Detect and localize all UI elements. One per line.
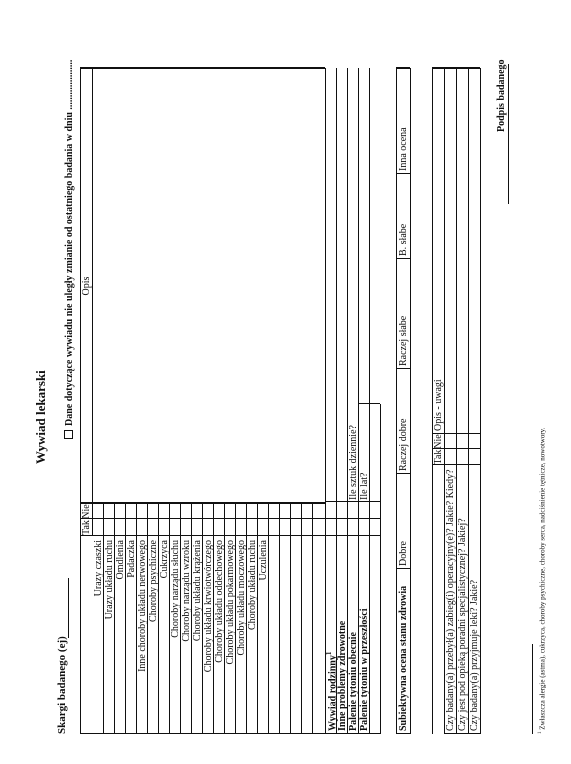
signature-label: Podpis badanego [496,59,507,132]
condition-label: Choroby narządu słuchu [170,540,181,638]
rating-option[interactable]: Inna ocena [398,127,409,171]
complaints-input-line[interactable] [68,578,69,638]
rating-left [396,733,410,734]
condition-label: Padaczka [126,540,137,578]
condition-label: Uczulenia [258,540,269,581]
family-history-label: Wywiad rodzinny$^1$ [325,651,339,731]
smoking-past-label: Palenie tytoniu w przeszłości [359,608,370,731]
lower-divider [325,501,380,502]
lower-divider [325,535,380,536]
table-bottom-border [325,68,326,734]
row-line [301,504,302,734]
rating-option[interactable]: Raczej dobre [398,418,409,471]
rating-option[interactable]: Raczej słabe [398,315,409,366]
rating-option[interactable]: B. słabe [398,223,409,256]
questions-right [432,67,480,69]
row-line [279,504,280,734]
condition-label: Choroby układu ruchu [247,540,258,630]
footnote-text: $^1$ Zwłaszcza alergie (astma), cukrzyca, choroby psychiczne, choroby serca, nadciśnienie tętnicze, nowotwory. [538,427,547,734]
unchanged-checkbox[interactable] [64,430,73,439]
years-label: Ile lat? [359,472,370,500]
rating-divider [396,173,410,174]
row-line [380,404,381,734]
condition-label: Inne choroby układu nerwowego [137,540,148,672]
unchanged-notice-text: Dane dotyczące wywiadu nie uległy zmianie od ostatniego badania w dniu .................... [64,59,75,426]
rating-divider [396,568,410,569]
rating-divider [396,258,410,259]
condition-label: Omdlenia [115,540,126,580]
smoking-now-label: Palenie tytoniu obecnie [348,632,359,731]
condition-label: Choroby układu krwiotwórczego [203,540,214,673]
rating-divider [396,368,410,369]
row-line [312,504,313,734]
subjective-rating-label: Subiektywna ocena stanu zdrowia [398,585,409,731]
rating-bottom [410,68,411,734]
condition-label: Choroby układu moczowego [236,540,247,656]
smoking-divider [358,403,380,404]
page-title: Wywiad lekarski [33,370,48,464]
cigarettes-per-day-label: Ile sztuk dziennie? [348,425,359,500]
rating-option[interactable]: Dobre [398,541,409,566]
questions-bottom [480,68,481,734]
question-item: Czy jest pod opieką poradni specjalistycznej? Jakiej? [457,518,468,731]
q-header-nie: Nie [433,434,444,449]
other-problems-label: Inne problemy zdrowotne [337,620,348,731]
lower-divider [325,518,380,519]
table-right-border [80,67,325,69]
header-nie: Nie [81,504,92,519]
questions-left [444,733,480,734]
rating-top [396,68,397,734]
condition-label: Cukrzyca [159,540,170,579]
condition-label: Urazy czaszki [93,540,104,597]
question-item: Czy badany(a) przyjmuje leki? Jakie? [469,579,480,731]
footnote-separator [532,644,533,734]
condition-label: Choroby narządu wzroku [181,540,192,642]
unchanged-notice[interactable] [64,60,75,439]
lower-left-border [325,733,380,734]
rating-right [396,67,410,69]
signature-line[interactable] [508,64,509,204]
q-header-tak: Tak [433,449,444,465]
q-header-notes: Opis - uwagi [433,379,444,431]
condition-label: Choroby psychiczne [148,540,159,622]
row-line [290,504,291,734]
condition-label: Choroby układu krążenia [192,540,203,642]
condition-label: Urazy układu ruchu [104,540,115,620]
question-item: Czy badany(a) przebył(a) zabieg(i) operacyjny(e)? Jakie? Kiedy? [445,469,456,731]
complaints-label: Skargi badanego (ej) [56,636,68,734]
header-tak: Tak [81,520,92,535]
rating-divider [396,473,410,474]
condition-label: Choroby układu pokarmowego [225,540,236,665]
header-opis: Opis [81,276,92,296]
condition-label: Choroby układu oddechowego [214,540,225,663]
description-area[interactable] [93,70,324,502]
